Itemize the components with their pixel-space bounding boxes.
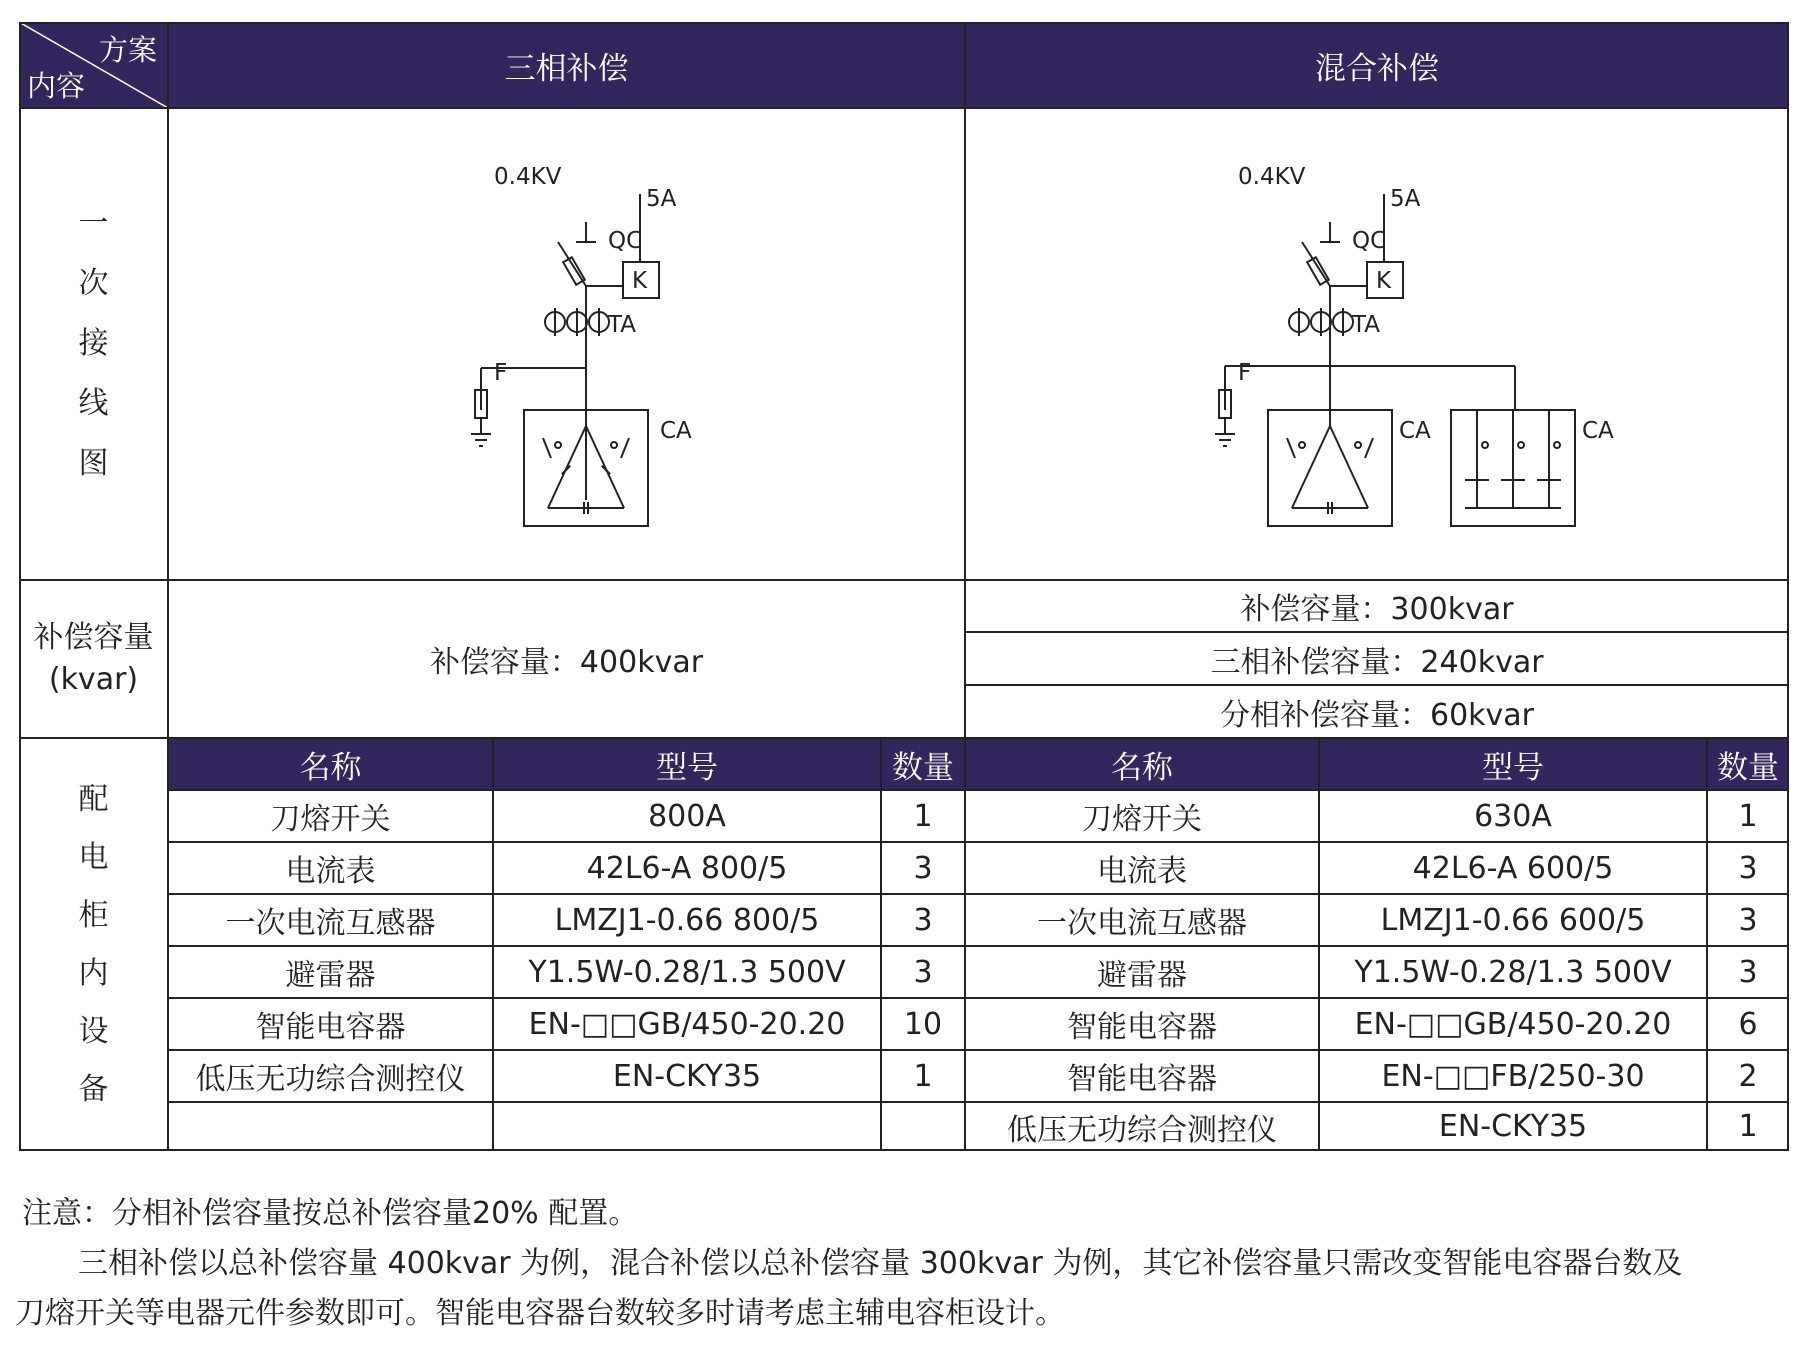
diagram-label-char: 次 xyxy=(78,266,109,301)
spec-table xyxy=(19,22,1789,1151)
table-row-model: EN-□□FB/250-30 xyxy=(1381,1058,1645,1094)
table-border xyxy=(1706,738,1708,1151)
controller-label: K xyxy=(632,268,648,294)
table-border xyxy=(1318,738,1320,1151)
table-border xyxy=(168,945,1789,947)
controller-label: K xyxy=(1376,268,1392,294)
equipment-label-char: 内 xyxy=(78,955,109,991)
table-row-qty: 3 xyxy=(1738,954,1758,990)
table-row-model: LMZJ1-0.66 800/5 xyxy=(554,902,820,938)
table-row-qty: 1 xyxy=(1738,798,1758,834)
table-border xyxy=(19,107,1789,109)
table-border xyxy=(19,22,21,1151)
equipment-label-char: 电 xyxy=(78,839,109,875)
table-row-name: 智能电容器 xyxy=(1067,1010,1217,1045)
table-row-name: 一次电流互感器 xyxy=(225,906,436,941)
switch-label: QC xyxy=(608,228,643,254)
mixed-capacity-split-phase: 分相补偿容量：60kvar xyxy=(1219,697,1535,733)
arrester-label: F xyxy=(1238,360,1252,386)
equipment-label-char: 配 xyxy=(78,781,109,817)
table-row-qty: 1 xyxy=(913,798,933,834)
note-line-1: 注意：分相补偿容量按总补偿容量20% 配置。 xyxy=(22,1196,639,1231)
three-phase-title: 三相补偿 xyxy=(168,22,965,108)
table-border xyxy=(19,22,1789,24)
table-row-model: 630A xyxy=(1474,798,1552,834)
table-row-name: 低压无功综合测控仪 xyxy=(195,1062,466,1097)
mixed-capacity-three-phase: 三相补偿容量：240kvar xyxy=(1210,644,1544,680)
table-row-qty: 1 xyxy=(1738,1109,1758,1144)
switch-label: QC xyxy=(1352,228,1387,254)
table-row-name: 智能电容器 xyxy=(255,1010,406,1045)
capacity-label-line1: 补偿容量 xyxy=(33,620,154,655)
col-header-name: 名称 xyxy=(168,738,493,790)
table-row-model: Y1.5W-0.28/1.3 500V xyxy=(1354,954,1672,990)
table-row-model: 42L6-A 800/5 xyxy=(586,850,788,886)
table-border xyxy=(965,684,1789,686)
table-row-name: 低压无功综合测控仪 xyxy=(1007,1112,1277,1148)
col-header-qty: 数量 xyxy=(881,738,965,790)
capacity-row-label xyxy=(19,580,168,738)
table-row-qty: 1 xyxy=(913,1058,933,1094)
table-border xyxy=(964,22,966,1151)
table-border xyxy=(168,997,1789,999)
current-label: 5A xyxy=(646,186,677,212)
table-row-model: LMZJ1-0.66 600/5 xyxy=(1380,902,1646,938)
col-header-model: 型号 xyxy=(493,738,881,790)
mixed-wiring-diagram xyxy=(965,108,1789,580)
table-row-name xyxy=(168,1102,493,1151)
table-row-qty: 3 xyxy=(913,954,933,990)
table-border xyxy=(1787,22,1789,1151)
col-header-model: 型号 xyxy=(1319,738,1707,790)
capacitor-label: CA xyxy=(1399,418,1431,444)
table-border xyxy=(168,789,1789,791)
diagram-row-label xyxy=(19,108,168,580)
diagram-label-char: 一 xyxy=(78,206,109,241)
table-row-qty: 6 xyxy=(1738,1006,1758,1042)
equipment-label-char: 柜 xyxy=(78,897,109,933)
table-row-model: Y1.5W-0.28/1.3 500V xyxy=(528,954,846,990)
note-line-2: 三相补偿以总补偿容量 400kvar 为例，混合补偿以总补偿容量 300kvar 为例，其它补偿容量只需改变智能电容器台数及 xyxy=(78,1246,1683,1281)
three-phase-wiring-diagram xyxy=(168,108,965,580)
table-border xyxy=(167,22,169,1151)
table-row-qty: 3 xyxy=(913,902,933,938)
capacitor-label: CA xyxy=(660,418,692,444)
table-border xyxy=(168,1101,1789,1103)
mixed-title: 混合补偿 xyxy=(965,22,1789,108)
voltage-label: 0.4KV xyxy=(1238,164,1306,190)
equipment-row-label xyxy=(19,738,168,1151)
table-row-name: 刀熔开关 xyxy=(1082,802,1202,837)
table-row-name: 刀熔开关 xyxy=(270,802,391,837)
transformer-label: TA xyxy=(608,312,636,338)
note-line-3: 刀熔开关等电器元件参数即可。智能电容器台数较多时请考虑主辅电容柜设计。 xyxy=(15,1296,1065,1331)
corner-bottom-label: 内容 xyxy=(27,69,86,103)
equipment-label-char: 备 xyxy=(78,1071,109,1107)
arrester-label: F xyxy=(494,360,508,386)
table-border xyxy=(492,738,494,1151)
mixed-capacity-total: 补偿容量：300kvar xyxy=(1240,592,1514,627)
equipment-label-char: 设 xyxy=(78,1013,109,1049)
table-border xyxy=(168,1049,1789,1051)
table-border xyxy=(19,737,1789,739)
table-row-qty: 2 xyxy=(1738,1058,1758,1094)
table-row-qty: 3 xyxy=(1738,902,1758,938)
table-border xyxy=(168,893,1789,895)
table-row-model: EN-□□GB/450-20.20 xyxy=(528,1006,846,1042)
voltage-label: 0.4KV xyxy=(494,164,562,190)
table-row-name: 一次电流互感器 xyxy=(1037,906,1247,941)
diagram-label-char: 接 xyxy=(78,326,109,361)
table-row-model: EN-□□GB/450-20.20 xyxy=(1354,1006,1672,1042)
corner-top-label: 方案 xyxy=(99,33,158,67)
diagram-label-char: 图 xyxy=(78,446,109,481)
table-border xyxy=(19,1149,1789,1151)
col-header-qty: 数量 xyxy=(1707,738,1789,790)
table-border xyxy=(965,631,1789,633)
table-row-name: 智能电容器 xyxy=(1067,1062,1217,1097)
current-label: 5A xyxy=(1390,186,1421,212)
table-row-qty: 3 xyxy=(913,850,933,886)
table-border xyxy=(168,841,1789,843)
table-row-model: EN-CKY35 xyxy=(1438,1109,1588,1144)
table-row-model: 42L6-A 600/5 xyxy=(1412,850,1614,886)
table-row-name: 电流表 xyxy=(285,854,376,889)
capacitor-label: CA xyxy=(1582,418,1614,444)
table-border xyxy=(19,579,1789,581)
table-row-name: 电流表 xyxy=(1097,854,1187,889)
col-header-name: 名称 xyxy=(965,738,1319,790)
table-row-qty: 3 xyxy=(1738,850,1758,886)
table-row-model: 800A xyxy=(648,798,726,834)
capacity-label-line2: (kvar) xyxy=(48,662,139,697)
table-row-model: EN-CKY35 xyxy=(612,1058,762,1094)
diagram-label-char: 线 xyxy=(78,386,109,421)
table-row-name: 避雷器 xyxy=(1097,958,1187,993)
three-phase-capacity: 补偿容量：400kvar xyxy=(429,645,704,680)
table-border xyxy=(880,738,882,1151)
transformer-label: TA xyxy=(1352,312,1380,338)
table-row-model xyxy=(493,1102,881,1151)
table-row-name: 避雷器 xyxy=(285,958,376,993)
table-row-qty xyxy=(881,1102,965,1151)
table-row-qty: 10 xyxy=(903,1006,943,1042)
